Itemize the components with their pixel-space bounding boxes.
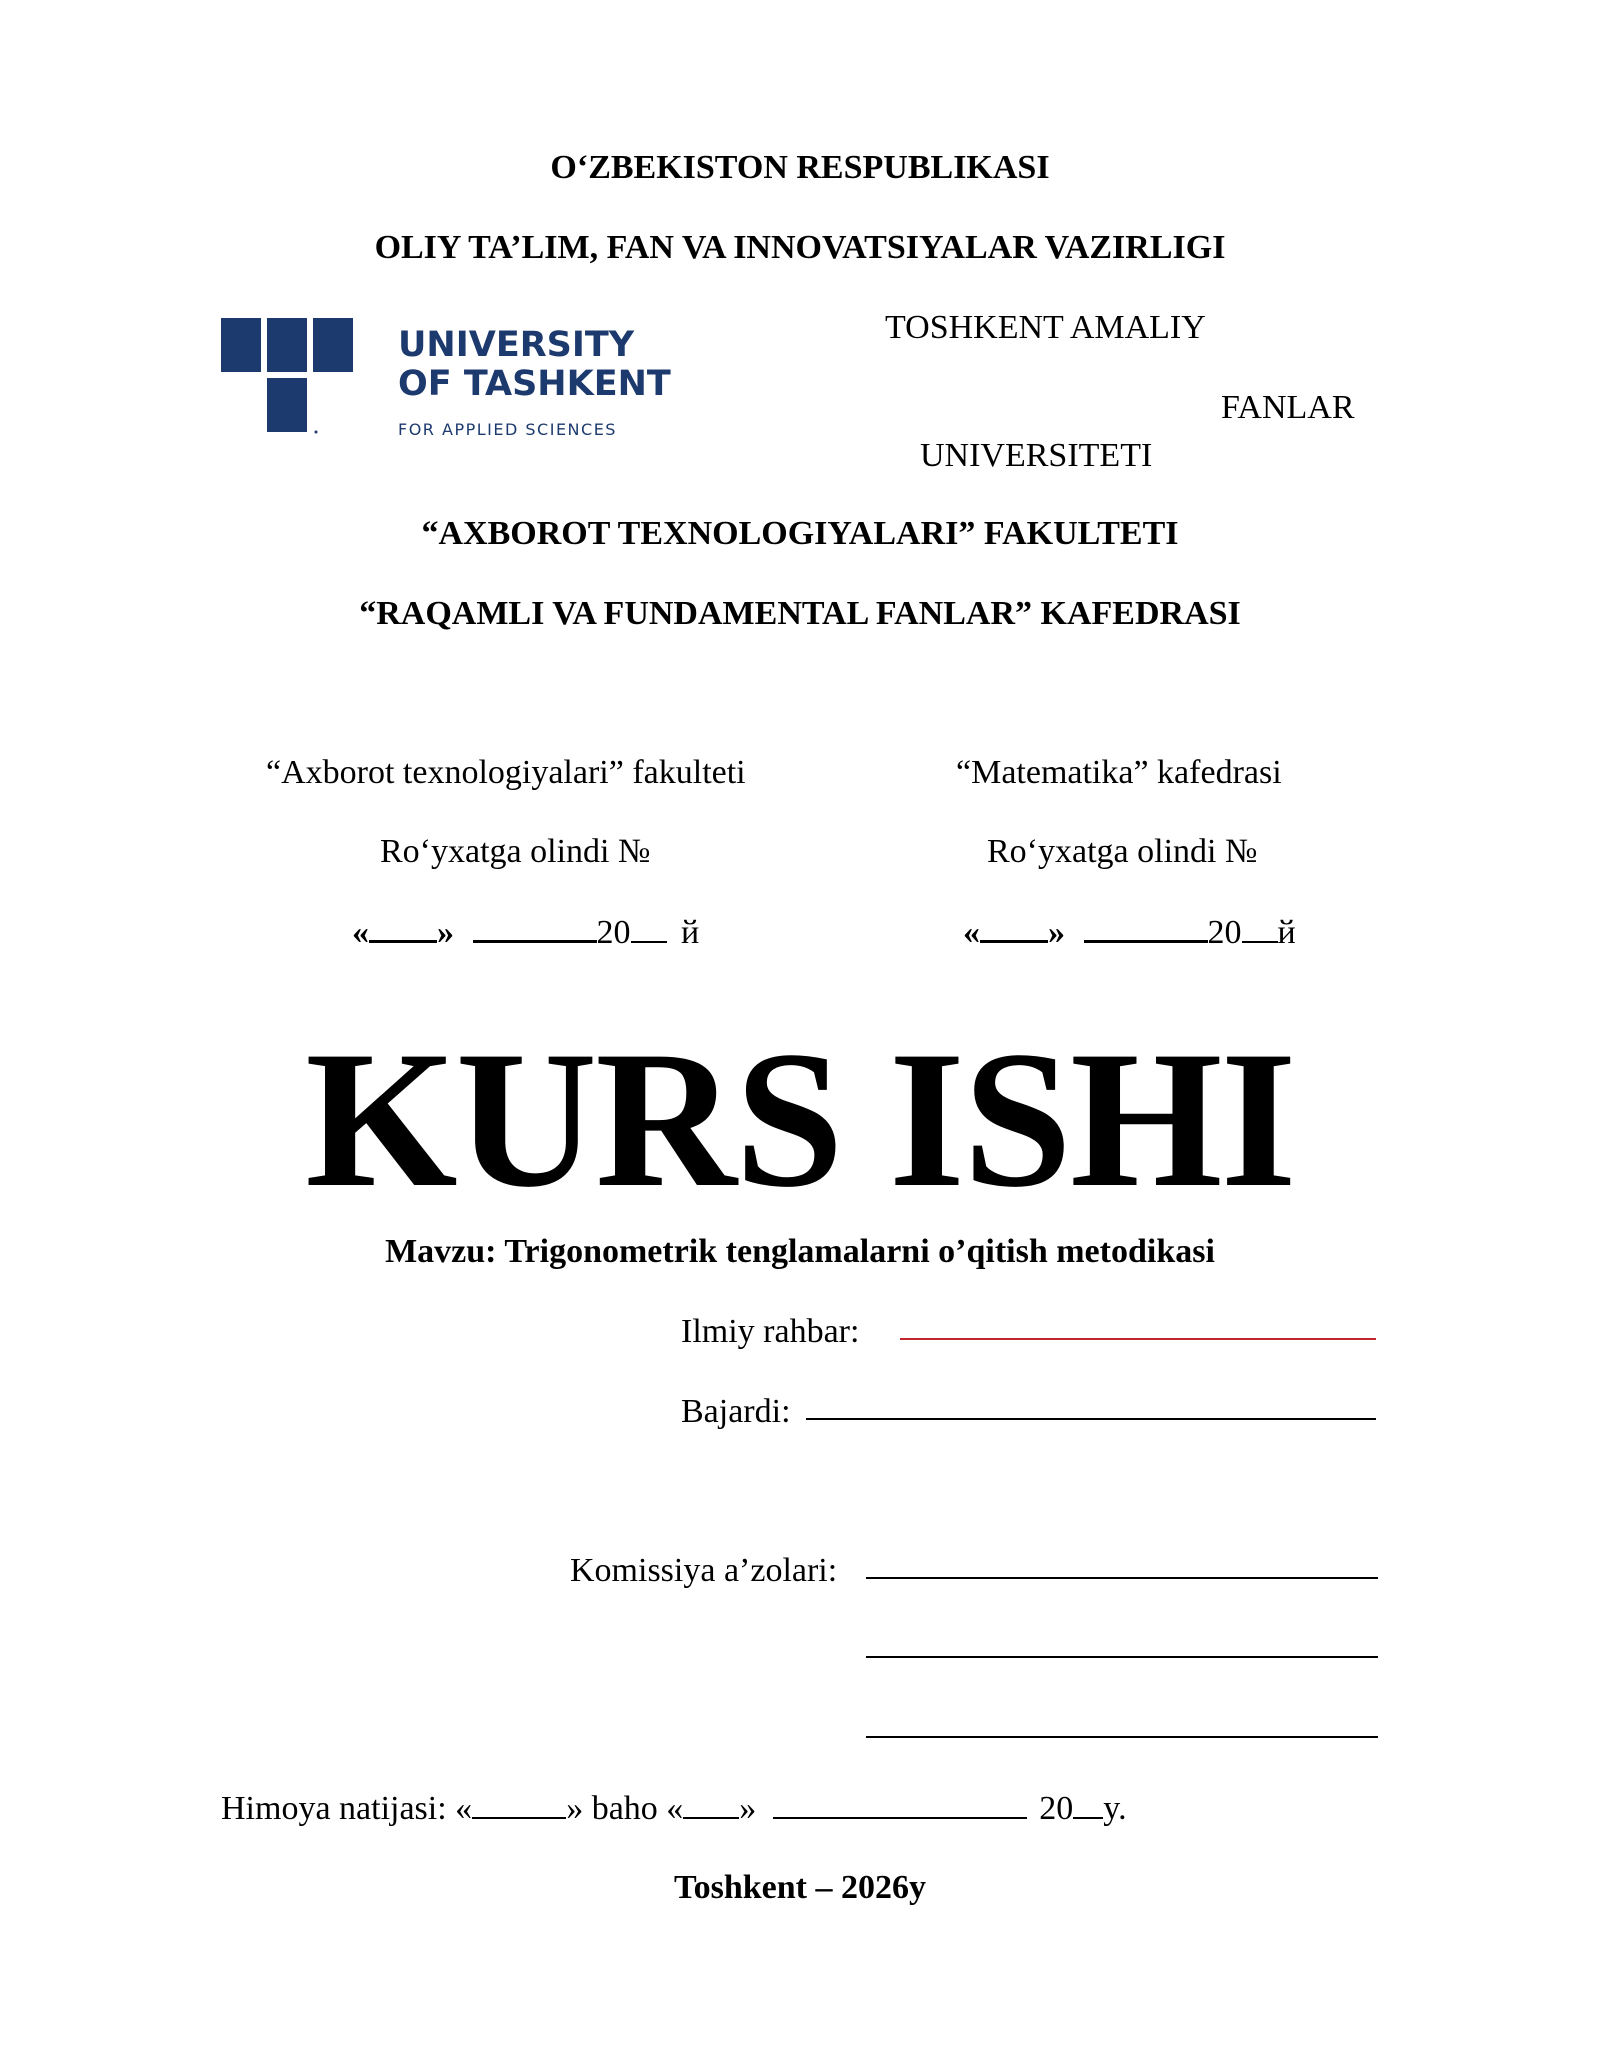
logo-line2: OF TASHKENT	[398, 364, 671, 404]
logo-line3: FOR APPLIED SCIENCES	[398, 420, 617, 439]
reg-right-date: « » 20 й	[963, 914, 1296, 951]
month-blank	[1084, 912, 1208, 943]
performer-blank	[806, 1418, 1376, 1420]
header-republic: O‘ZBEKISTON RESPUBLIKASI	[550, 149, 1050, 186]
reg-left-label: Ro‘yxatga olindi №	[380, 833, 651, 870]
defense-result: Himoya natijasi: « » baho « » 20 y.	[221, 1790, 1127, 1827]
result-blank	[472, 1789, 566, 1819]
commission-label: Komissiya a’zolari:	[570, 1552, 838, 1589]
supervisor-label: Ilmiy rahbar:	[681, 1313, 860, 1350]
commission-blank-3	[866, 1736, 1378, 1738]
header-department: “RAQAMLI VA FUNDAMENTAL FANLAR” KAFEDRASI	[359, 595, 1241, 632]
commission-blank-1	[866, 1577, 1378, 1579]
year-blank	[1073, 1789, 1103, 1819]
topic: Mavzu: Trigonometrik tenglamalarni o’qitish metodikasi	[385, 1233, 1215, 1270]
logo-line1: UNIVERSITY	[398, 325, 635, 365]
reg-right-title: “Matematika” kafedrasi	[956, 754, 1282, 791]
header-ministry: OLIY TA’LIM, FAN VA INNOVATSIYALAR VAZIRLIGI	[374, 229, 1226, 266]
university-logo	[221, 318, 671, 443]
reg-left-date: « » 20 й	[352, 914, 700, 951]
year-blank	[631, 913, 667, 943]
university-name-line3: UNIVERSITETI	[920, 437, 1153, 474]
date-blank	[773, 1789, 1027, 1819]
day-blank	[369, 912, 437, 943]
month-blank	[473, 912, 597, 943]
university-name-line2: FANLAR	[1221, 389, 1355, 426]
document-title: KURS ISHI	[305, 1011, 1295, 1228]
footer-place-year: Toshkent – 2026y	[674, 1869, 926, 1906]
commission-blank-2	[866, 1656, 1378, 1658]
supervisor-blank	[900, 1338, 1376, 1340]
day-blank	[980, 912, 1048, 943]
year-blank	[1242, 913, 1278, 943]
reg-left-title: “Axborot texnologiyalari” fakulteti	[266, 754, 746, 791]
header-faculty: “AXBOROT TEXNOLOGIYALARI” FAKULTETI	[421, 515, 1179, 552]
reg-right-label: Ro‘yxatga olindi №	[987, 833, 1258, 870]
grade-blank	[683, 1789, 739, 1819]
performer-label: Bajardi:	[681, 1393, 791, 1430]
university-name-line1: TOSHKENT AMALIY	[885, 309, 1206, 346]
